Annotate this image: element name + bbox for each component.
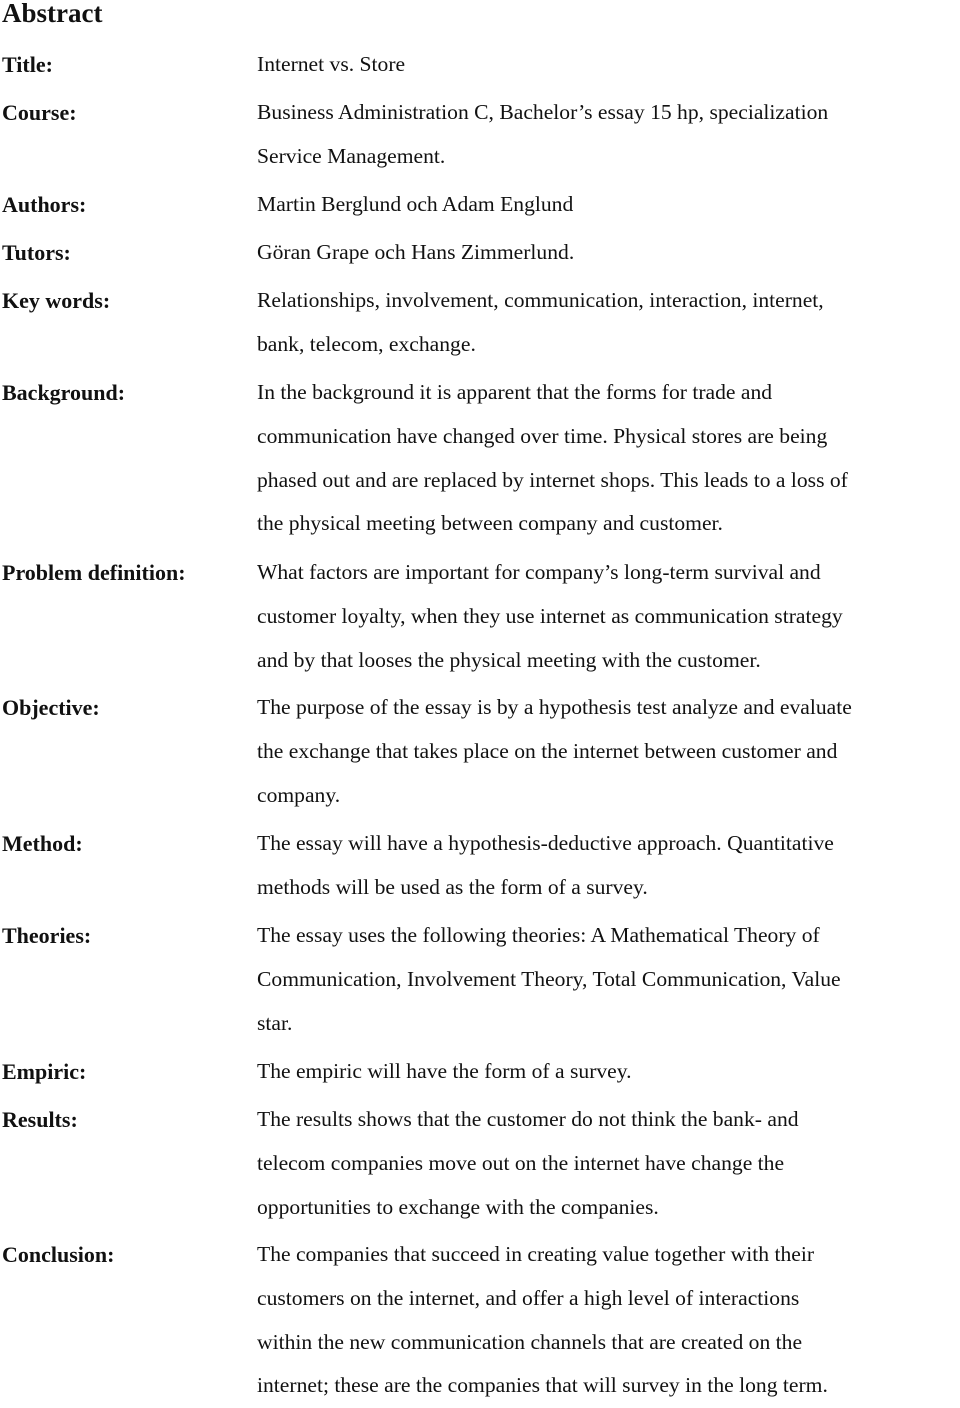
text-line: The purpose of the essay is by a hypothesis test analyze and evaluate: [257, 695, 852, 719]
text-line: company.: [257, 782, 341, 807]
field-label: Objective:: [2, 695, 100, 720]
text-line: What factors are important for company’s long-term survival and: [257, 560, 821, 584]
text-line: Internet vs. Store: [257, 52, 406, 76]
field-value: [257, 43, 960, 87]
field-value: [257, 914, 960, 1045]
text-line: methods will be used as the form of a survey.: [257, 874, 648, 899]
text-line: the exchange that takes place on the internet between customer and: [257, 738, 838, 763]
field-value: [257, 1233, 960, 1408]
field-value: [257, 551, 960, 682]
field-value: [257, 686, 960, 817]
text-line: The empiric will have the form of a survey.: [257, 1059, 632, 1083]
text-line: star.: [257, 1010, 293, 1035]
text-line: bank, telecom, exchange.: [257, 331, 476, 356]
field-value: [257, 279, 960, 367]
text-line: The companies that succeed in creating value together with their: [257, 1242, 815, 1266]
field-label: Title:: [2, 52, 53, 77]
text-line: Relationships, involvement, communication, interaction, internet,: [257, 288, 824, 312]
field-label: Empiric:: [2, 1059, 87, 1084]
text-line: phased out and are replaced by internet shops. This leads to a loss of: [257, 467, 848, 492]
field-label: Course:: [2, 100, 77, 125]
field-value: [257, 183, 960, 227]
field-value: [257, 231, 960, 275]
text-line: customer loyalty, when they use internet as communication strategy: [257, 603, 843, 628]
page-title: Abstract: [2, 0, 103, 28]
field-value: [257, 822, 960, 910]
text-line: Martin Berglund och Adam Englund: [257, 192, 574, 216]
text-line: Business Administration C, Bachelor’s essay 15 hp, specialization: [257, 100, 829, 124]
text-line: The essay uses the following theories: A Mathematical Theory of: [257, 923, 820, 947]
field-value: [257, 1098, 960, 1229]
text-line: The results shows that the customer do not think the bank- and: [257, 1107, 799, 1131]
field-value: [257, 1050, 960, 1094]
field-label: Theories:: [2, 923, 92, 948]
text-line: and by that looses the physical meeting with the customer.: [257, 647, 761, 672]
field-value: [257, 371, 960, 546]
field-label: Key words:: [2, 288, 111, 313]
text-line: Göran Grape och Hans Zimmerlund.: [257, 240, 575, 264]
text-line: within the new communication channels that are created on the: [257, 1329, 803, 1354]
text-line: the physical meeting between company and customer.: [257, 511, 723, 536]
field-label: Results:: [2, 1107, 78, 1132]
field-label: Tutors:: [2, 240, 71, 265]
field-label: Problem definition:: [2, 560, 186, 585]
field-value: [257, 91, 960, 179]
field-label: Conclusion:: [2, 1242, 115, 1267]
text-line: Communication, Involvement Theory, Total Communication, Value: [257, 966, 841, 991]
field-label: Background:: [2, 380, 126, 405]
text-line: communication have changed over time. Physical stores are being: [257, 423, 828, 448]
text-line: internet; these are the companies that will survey in the long term.: [257, 1373, 828, 1398]
text-line: telecom companies move out on the internet have change the: [257, 1150, 785, 1175]
text-line: customers on the internet, and offer a high level of interactions: [257, 1285, 800, 1310]
text-line: Service Management.: [257, 143, 446, 168]
text-line: In the background it is apparent that the forms for trade and: [257, 380, 773, 404]
text-line: The essay will have a hypothesis-deductive approach. Quantitative: [257, 831, 834, 855]
text-line: opportunities to exchange with the companies.: [257, 1194, 659, 1219]
field-label: Authors:: [2, 192, 87, 217]
field-label: Method:: [2, 831, 83, 856]
